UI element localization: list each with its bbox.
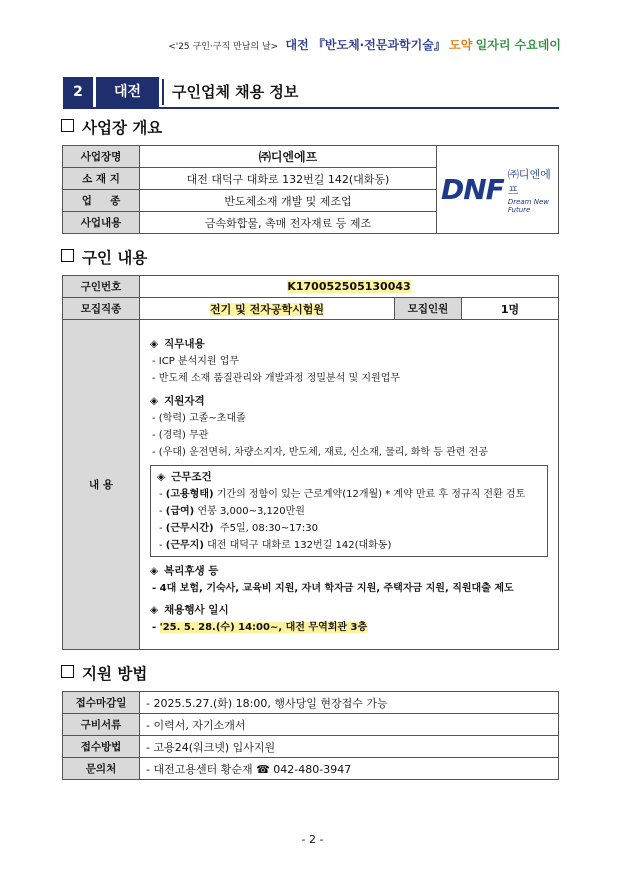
job-type-text: 전기 및 전자공학시험원: [210, 302, 324, 316]
diamond-icon: ◈: [150, 604, 159, 616]
value-documents: - 이력서, 자기소개서: [140, 714, 559, 736]
content-body: [140, 320, 559, 650]
condition-item: - (급여) 연봉 3,000~3,120만원: [159, 506, 305, 517]
logo-mark: DNF: [441, 173, 504, 206]
checkbox-square-icon: [61, 249, 74, 262]
label-job-type: 모집직종: [63, 298, 140, 320]
banner-part2: 도약: [449, 38, 473, 52]
diamond-icon: ◈: [157, 471, 166, 483]
label-content: 내 용: [63, 320, 140, 650]
conditions-heading: ◈ 근무조건: [157, 471, 212, 483]
company-logo: [437, 146, 559, 234]
business-overview-table: [62, 145, 559, 234]
section1-title-text: 사업장 개요: [82, 119, 163, 137]
qualification-item: - (학력) 고졸~초대졸: [152, 413, 246, 424]
value-industry: 반도체소재 개발 및 제조업: [140, 190, 437, 212]
duty-item: - ICP 분석지원 업무: [152, 356, 240, 367]
logo-english: Dream New Future: [507, 197, 549, 214]
label-job-id: 구인번호: [63, 276, 140, 298]
label-apply-method: 접수방법: [63, 736, 140, 758]
banner-subtitle: <'25 구인·구직 만남의 날>: [168, 42, 279, 52]
value-location: 대전 대덕구 대화로 132번길 142(대화동): [140, 168, 437, 190]
value-business-name: ㈜디엔에프: [140, 146, 437, 168]
job-details-table: [62, 275, 559, 650]
condition-item: - (근무시간) 주5일, 08:30~17:30: [159, 523, 318, 534]
diamond-icon: ◈: [150, 565, 159, 577]
banner-part1: 대전 『반도체·전문과학기술』: [285, 38, 446, 52]
section3-title: [61, 662, 147, 684]
application-method-table: [62, 691, 559, 780]
duties-heading: ◈ 직무내용: [150, 338, 205, 350]
diamond-icon: ◈: [150, 395, 159, 407]
section1-title: [61, 116, 162, 138]
header-number: 2: [63, 77, 93, 107]
qualification-heading: ◈ 지원자격: [150, 395, 205, 407]
label-headcount: 모집인원: [395, 298, 462, 320]
duty-item: - 반도체 소재 품질관리와 개발과정 정밀분석 및 지원업무: [152, 373, 401, 384]
value-job-id: [140, 276, 559, 298]
qualification-item: - (우대) 운전면허, 차량소지자, 반도체, 재료, 신소재, 물리, 화학 등 관련 전공: [152, 447, 488, 458]
event-heading: ◈ 채용행사 일시: [150, 604, 229, 616]
welfare-text: - 4대 보험, 기숙사, 교육비 지원, 자녀 학자금 지원, 주택자금 지원, 직원대출 제도: [152, 583, 514, 594]
value-job-type: [140, 298, 395, 320]
diamond-icon: ◈: [150, 338, 159, 350]
value-apply-method: - 고용24(워크넷) 입사지원: [140, 736, 559, 758]
section3-title-text: 지원 방법: [82, 665, 148, 683]
label-contact: 문의처: [63, 758, 140, 780]
label-industry: 업 종: [63, 190, 140, 212]
checkbox-square-icon: [61, 119, 74, 132]
event-text: - '25. 5. 28.(수) 14:00~, 대전 무역회관 3층: [152, 622, 368, 633]
header-bar: [63, 77, 559, 109]
value-headcount: 1명: [462, 298, 559, 320]
section2-title: [61, 246, 147, 268]
value-deadline: - 2025.5.27.(화) 18:00, 행사당일 현장접수 가능: [140, 692, 559, 714]
label-location: 소 재 지: [63, 168, 140, 190]
label-documents: 구비서류: [63, 714, 140, 736]
value-business-content: 금속화합물, 촉매 전자재료 등 제조: [140, 212, 437, 234]
condition-item: - (근무지) 대전 대덕구 대화로 132번길 142(대화동): [159, 540, 392, 551]
value-contact: - 대전고용센터 황순재 ☎ 042-480-3947: [140, 758, 559, 780]
checkbox-square-icon: [61, 665, 74, 678]
section2-title-text: 구인 내용: [82, 249, 148, 267]
header-region: 대전: [96, 77, 159, 107]
job-id-text: K170052505130043: [287, 280, 411, 293]
top-banner: [168, 36, 561, 53]
welfare-heading: ◈ 복리후생 등: [150, 565, 219, 577]
label-business-content: 사업내용: [63, 212, 140, 234]
page-number: - 2 -: [301, 833, 324, 846]
qualification-item: - (경력) 무관: [152, 430, 209, 441]
header-title: 구인업체 채용 정보: [162, 79, 298, 105]
logo-korean: ㈜디엔에프: [507, 167, 551, 197]
condition-item: - (고용형태) 기간의 정함이 있는 근로계약(12개월) * 계약 만료 후 정규직 전환 검토: [159, 489, 526, 500]
banner-part3: 일자리 수요데이: [475, 38, 561, 52]
label-deadline: 접수마감일: [63, 692, 140, 714]
label-business-name: 사업장명: [63, 146, 140, 168]
conditions-box: [150, 465, 548, 557]
